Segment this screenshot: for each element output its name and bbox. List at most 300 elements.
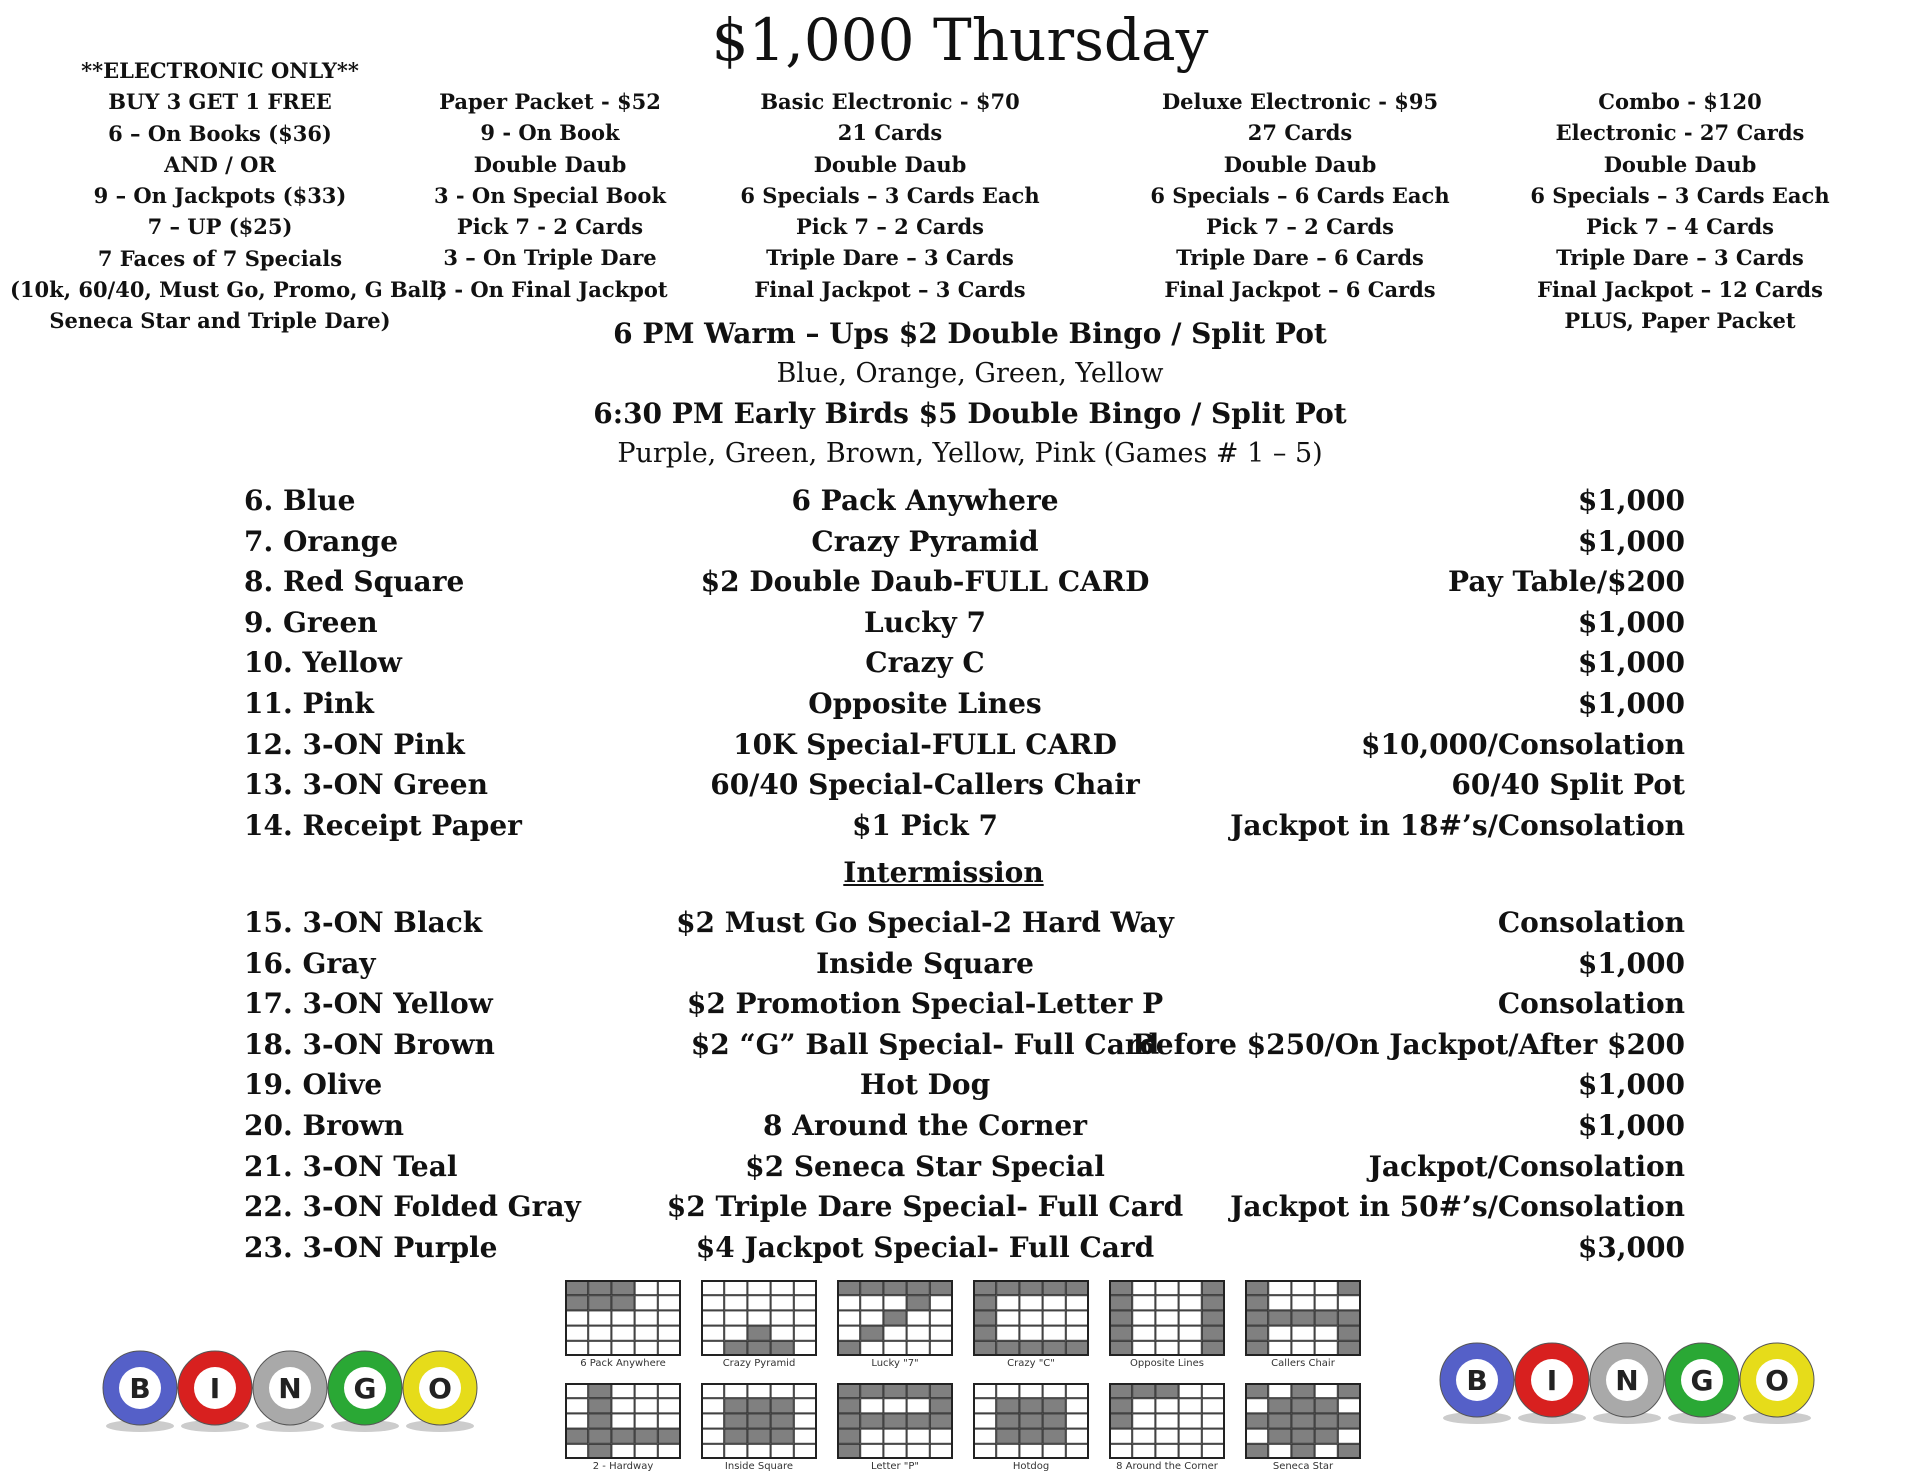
pattern-cell	[974, 1341, 996, 1355]
pattern-cell	[930, 1399, 952, 1413]
basic-electronic-package	[740, 86, 1040, 305]
pattern-card	[1245, 1280, 1361, 1369]
pattern-cell	[1133, 1341, 1155, 1355]
package-line: 7 Faces of 7 Specials	[97, 245, 343, 271]
pattern-cell	[771, 1296, 793, 1310]
pattern-cell	[1269, 1281, 1291, 1295]
pattern-cell	[974, 1399, 996, 1413]
pattern-cell	[1110, 1281, 1132, 1295]
pattern-cell	[612, 1341, 634, 1355]
pattern-cell	[702, 1429, 724, 1443]
pattern-cell	[1043, 1444, 1065, 1458]
pattern-cell	[566, 1326, 588, 1340]
game-pattern: $4 Jackpot Special- Full Card	[695, 1230, 1155, 1264]
pattern-cell	[702, 1296, 724, 1310]
pattern-cell	[702, 1281, 724, 1295]
pattern-cell	[1269, 1326, 1291, 1340]
pattern-cell	[838, 1429, 860, 1443]
bingo-logo-right	[1432, 1330, 1822, 1434]
pattern-card	[701, 1383, 817, 1472]
pattern-cell	[930, 1296, 952, 1310]
pattern-cell	[838, 1341, 860, 1355]
game-name: 18. 3-ON Brown	[244, 1027, 495, 1061]
package-line: (10k, 60/40, Must Go, Promo, G Ball,	[10, 277, 445, 303]
pattern-cell	[1133, 1311, 1155, 1325]
pattern-cell	[1110, 1326, 1132, 1340]
package-line: Pick 7 - 2 Cards	[456, 214, 644, 240]
pattern-cell	[1156, 1281, 1178, 1295]
package-line: Seneca Star and Triple Dare)	[49, 308, 391, 334]
pattern-cell	[566, 1296, 588, 1310]
pattern-cell	[1315, 1429, 1337, 1443]
pattern-cell	[1020, 1311, 1042, 1325]
package-line: **ELECTRONIC ONLY**	[81, 58, 359, 83]
pattern-cell	[1156, 1326, 1178, 1340]
game-pattern: Lucky 7	[864, 605, 986, 639]
pattern-grid	[1245, 1280, 1361, 1356]
pattern-cell	[794, 1444, 816, 1458]
pattern-cell	[702, 1414, 724, 1428]
package-line: Double Daub	[473, 151, 627, 177]
pattern-cell	[771, 1326, 793, 1340]
pattern-cell	[702, 1444, 724, 1458]
pattern-cell	[1269, 1414, 1291, 1428]
pattern-cell	[1156, 1311, 1178, 1325]
pattern-grid	[701, 1280, 817, 1356]
pattern-cell	[1110, 1429, 1132, 1443]
package-line: Double Daub	[1223, 151, 1377, 177]
pattern-cell	[794, 1281, 816, 1295]
pattern-cell	[1110, 1384, 1132, 1398]
bingo-ball-b	[1440, 1343, 1514, 1424]
pattern-cell	[1269, 1399, 1291, 1413]
pattern-grid	[565, 1383, 681, 1459]
pattern-cell	[1133, 1384, 1155, 1398]
pattern-cell	[974, 1444, 996, 1458]
game-name: 19. Olive	[244, 1068, 383, 1102]
pattern-cell	[612, 1384, 634, 1398]
pattern-grid	[973, 1280, 1089, 1356]
pattern-cell	[1202, 1429, 1224, 1443]
pattern-cell	[1202, 1296, 1224, 1310]
pattern-cell	[1110, 1414, 1132, 1428]
package-line: Basic Electronic - $70	[760, 89, 1020, 114]
pattern-cell	[771, 1444, 793, 1458]
pattern-cell	[907, 1311, 929, 1325]
pattern-cell	[884, 1429, 906, 1443]
pattern-cell	[1246, 1326, 1268, 1340]
pattern-cell	[635, 1326, 657, 1340]
pattern-cell	[635, 1414, 657, 1428]
pattern-cell	[1110, 1399, 1132, 1413]
game-pattern: $2 Must Go Special-2 Hard Way	[676, 906, 1174, 939]
pattern-cell	[1292, 1311, 1314, 1325]
pattern-cell	[1246, 1296, 1268, 1310]
pattern-cell	[635, 1311, 657, 1325]
game-prize: $1,000	[1577, 1068, 1685, 1102]
game-name: 6. Blue	[244, 484, 356, 517]
pattern-cell	[884, 1444, 906, 1458]
game-name: 11. Pink	[244, 687, 374, 720]
bingo-ball-g	[1665, 1343, 1739, 1424]
pattern-cell	[1292, 1281, 1314, 1295]
pattern-cell	[748, 1341, 770, 1355]
pattern-caption: Lucky "7"	[871, 1358, 919, 1369]
game-prize: $10,000/Consolation	[1360, 727, 1685, 761]
package-line: Final Jackpot – 3 Cards	[754, 276, 1026, 302]
pattern-cell	[838, 1326, 860, 1340]
pattern-cell	[1156, 1384, 1178, 1398]
game-row	[0, 987, 1920, 1027]
game-name: 7. Orange	[244, 524, 399, 558]
pattern-cell	[1202, 1311, 1224, 1325]
package-line: Triple Dare – 3 Cards	[1556, 245, 1804, 271]
package-line: Pick 7 – 2 Cards	[796, 214, 984, 240]
pattern-cell	[997, 1296, 1019, 1310]
package-line: 3 - On Final Jackpot	[432, 276, 668, 302]
pattern-cell	[748, 1414, 770, 1428]
game-pattern: $2 Triple Dare Special- Full Card	[666, 1190, 1184, 1224]
pattern-card	[565, 1383, 681, 1472]
pattern-cell	[794, 1399, 816, 1413]
game-prize: $1,000	[1577, 687, 1685, 720]
pattern-cell	[612, 1399, 634, 1413]
pattern-cell	[748, 1311, 770, 1325]
package-line: Paper Packet - $52	[439, 89, 661, 114]
pattern-cell	[1338, 1399, 1360, 1413]
pattern-cell	[1338, 1341, 1360, 1355]
pattern-cell	[861, 1311, 883, 1325]
pattern-cell	[1156, 1399, 1178, 1413]
pattern-caption: Letter "P"	[870, 1461, 920, 1472]
pattern-cell	[1246, 1341, 1268, 1355]
early-birds-colors: Purple, Green, Brown, Yellow, Pink (Games # 1 – 5)	[617, 438, 1323, 469]
pattern-cell	[1292, 1296, 1314, 1310]
pattern-cell	[1043, 1414, 1065, 1428]
pattern-cell	[1269, 1384, 1291, 1398]
pattern-cell	[1179, 1414, 1201, 1428]
pattern-cell	[658, 1326, 680, 1340]
game-pattern: 8 Around the Corner	[763, 1109, 1087, 1142]
early-birds-line	[500, 397, 1440, 430]
early-birds-heading: 6:30 PM Early Birds $5 Double Bingo / Split Pot	[593, 397, 1347, 430]
pattern-cell	[997, 1281, 1019, 1295]
pattern-cell	[1066, 1444, 1088, 1458]
game-row	[0, 1231, 1920, 1271]
pattern-grid	[1109, 1280, 1225, 1356]
game-name: 10. Yellow	[244, 646, 402, 680]
game-name: 20. Brown	[244, 1109, 405, 1142]
pattern-cell	[1133, 1281, 1155, 1295]
pattern-cell	[635, 1444, 657, 1458]
pattern-cell	[974, 1296, 996, 1310]
pattern-caption: Crazy Pyramid	[722, 1358, 796, 1369]
pattern-cards-grid	[565, 1280, 1365, 1480]
pattern-cell	[1110, 1296, 1132, 1310]
pattern-cell	[589, 1399, 611, 1413]
pattern-cell	[794, 1311, 816, 1325]
pattern-cell	[794, 1341, 816, 1355]
pattern-cell	[725, 1429, 747, 1443]
game-row	[0, 1068, 1920, 1108]
game-pattern: Opposite Lines	[808, 687, 1042, 720]
pattern-cell	[1292, 1429, 1314, 1443]
pattern-cell	[589, 1281, 611, 1295]
pattern-cell	[838, 1296, 860, 1310]
pattern-cell	[1066, 1341, 1088, 1355]
pattern-cell	[1156, 1414, 1178, 1428]
pattern-cell	[771, 1341, 793, 1355]
pattern-cell	[589, 1414, 611, 1428]
package-line: Triple Dare – 6 Cards	[1176, 245, 1424, 271]
pattern-cell	[1043, 1399, 1065, 1413]
pattern-cell	[1179, 1429, 1201, 1443]
package-line: 6 – On Books ($36)	[108, 120, 332, 146]
game-prize: Jackpot in 18#’s/Consolation	[1230, 808, 1685, 842]
pattern-cell	[748, 1444, 770, 1458]
pattern-cell	[1246, 1281, 1268, 1295]
bingo-ball-letter: B	[129, 1372, 151, 1405]
game-prize: Jackpot in 50#’s/Consolation	[1230, 1190, 1685, 1224]
pattern-caption: Crazy "C"	[1007, 1358, 1055, 1369]
pattern-cell	[838, 1384, 860, 1398]
bingo-ball-o	[403, 1351, 477, 1432]
pattern-cell	[861, 1384, 883, 1398]
pattern-cell	[907, 1281, 929, 1295]
pattern-cell	[635, 1429, 657, 1443]
bingo-ball-letter: N	[1615, 1364, 1639, 1397]
package-line: Final Jackpot – 12 Cards	[1537, 276, 1823, 302]
pattern-caption: Callers Chair	[1271, 1358, 1335, 1369]
package-line: PLUS, Paper Packet	[1564, 308, 1796, 334]
pattern-cell	[566, 1414, 588, 1428]
pattern-cell	[566, 1444, 588, 1458]
pattern-cell	[635, 1281, 657, 1295]
pattern-cell	[1246, 1399, 1268, 1413]
pattern-cell	[997, 1311, 1019, 1325]
package-line: Pick 7 – 2 Cards	[1206, 214, 1394, 240]
bingo-ball-letter: I	[209, 1372, 221, 1405]
pattern-cell	[1066, 1296, 1088, 1310]
pattern-cell	[930, 1414, 952, 1428]
pattern-cell	[771, 1399, 793, 1413]
game-row	[0, 646, 1920, 686]
pattern-cell	[1066, 1399, 1088, 1413]
package-line: 21 Cards	[837, 120, 943, 146]
pattern-cell	[997, 1414, 1019, 1428]
pattern-cell	[702, 1399, 724, 1413]
pattern-cell	[861, 1399, 883, 1413]
pattern-cell	[1066, 1414, 1088, 1428]
game-name: 15. 3-ON Black	[244, 906, 483, 939]
pattern-cell	[930, 1384, 952, 1398]
game-name: 21. 3-ON Teal	[244, 1149, 458, 1183]
game-row	[0, 906, 1920, 946]
pattern-cell	[771, 1384, 793, 1398]
pattern-cell	[1202, 1414, 1224, 1428]
pattern-cell	[930, 1326, 952, 1340]
pattern-caption: 6 Pack Anywhere	[580, 1358, 666, 1369]
pattern-cell	[794, 1429, 816, 1443]
bingo-ball-o	[1740, 1343, 1814, 1424]
bingo-ball-letter: N	[278, 1372, 302, 1405]
game-pattern: Hot Dog	[859, 1068, 991, 1102]
game-prize: $1,000	[1577, 946, 1685, 980]
pattern-cell	[907, 1341, 929, 1355]
game-pattern: 60/40 Special-Callers Chair	[710, 768, 1140, 802]
package-line: 27 Cards	[1247, 120, 1353, 146]
pattern-cell	[635, 1296, 657, 1310]
pattern-cell	[1156, 1444, 1178, 1458]
pattern-grid	[837, 1383, 953, 1459]
pattern-cell	[1338, 1326, 1360, 1340]
pattern-cell	[1066, 1326, 1088, 1340]
pattern-cell	[907, 1444, 929, 1458]
bingo-ball-letter: I	[1546, 1364, 1558, 1397]
pattern-cell	[566, 1429, 588, 1443]
game-name: 16. Gray	[244, 946, 376, 980]
pattern-card	[837, 1280, 953, 1369]
pattern-card	[837, 1383, 953, 1472]
pattern-cell	[1020, 1429, 1042, 1443]
pattern-cell	[702, 1341, 724, 1355]
game-name: 9. Green	[244, 605, 378, 639]
pattern-cell	[589, 1326, 611, 1340]
pattern-cell	[1043, 1429, 1065, 1443]
pattern-cell	[1179, 1399, 1201, 1413]
pattern-cell	[1110, 1444, 1132, 1458]
pattern-cell	[884, 1414, 906, 1428]
pattern-cell	[1043, 1326, 1065, 1340]
pattern-cell	[1315, 1341, 1337, 1355]
pattern-cell	[1338, 1429, 1360, 1443]
game-row	[0, 484, 1920, 524]
deluxe-electronic-package	[1150, 86, 1450, 305]
game-prize: Pay Table/$200	[1448, 565, 1685, 599]
pattern-cell	[566, 1399, 588, 1413]
package-line: Double Daub	[813, 151, 967, 177]
pattern-cell	[794, 1414, 816, 1428]
bingo-ball-g	[328, 1351, 402, 1432]
pattern-cell	[1133, 1414, 1155, 1428]
pattern-cell	[1269, 1341, 1291, 1355]
package-line: Deluxe Electronic - $95	[1161, 89, 1439, 114]
pattern-cell	[725, 1399, 747, 1413]
pattern-cell	[794, 1326, 816, 1340]
pattern-cell	[1179, 1341, 1201, 1355]
game-name: 12. 3-ON Pink	[244, 727, 465, 761]
pattern-cell	[771, 1311, 793, 1325]
pattern-cell	[612, 1326, 634, 1340]
pattern-cell	[589, 1311, 611, 1325]
pattern-cell	[1338, 1296, 1360, 1310]
game-prize: $1,000	[1577, 1109, 1685, 1142]
pattern-cell	[1156, 1429, 1178, 1443]
pattern-cell	[725, 1384, 747, 1398]
pattern-cell	[930, 1444, 952, 1458]
pattern-cell	[771, 1281, 793, 1295]
pattern-cell	[907, 1399, 929, 1413]
pattern-cell	[748, 1296, 770, 1310]
pattern-cell	[884, 1311, 906, 1325]
warmups-heading: 6 PM Warm – Ups $2 Double Bingo / Split Pot	[613, 317, 1327, 350]
pattern-cell	[702, 1326, 724, 1340]
pattern-cell	[997, 1341, 1019, 1355]
package-line: 6 Specials – 3 Cards Each	[1530, 182, 1830, 208]
early-birds-colors-line	[500, 438, 1440, 469]
game-pattern: $2 “G” Ball Special- Full Card	[690, 1027, 1160, 1061]
pattern-cell	[612, 1296, 634, 1310]
pattern-cell	[997, 1429, 1019, 1443]
pattern-grid	[837, 1280, 953, 1356]
package-line: Double Daub	[1603, 151, 1757, 177]
pattern-cell	[725, 1281, 747, 1295]
pattern-cell	[748, 1326, 770, 1340]
combo-package	[1530, 86, 1830, 336]
pattern-cell	[1179, 1326, 1201, 1340]
pattern-cell	[566, 1311, 588, 1325]
game-name: 8. Red Square	[244, 565, 465, 599]
game-row	[0, 1150, 1920, 1190]
pattern-cell	[974, 1414, 996, 1428]
game-row	[0, 1109, 1920, 1149]
pattern-cell	[1066, 1384, 1088, 1398]
package-line: 6 Specials – 6 Cards Each	[1150, 182, 1450, 208]
pattern-cell	[589, 1296, 611, 1310]
pattern-cell	[658, 1296, 680, 1310]
pattern-cell	[566, 1281, 588, 1295]
package-line: 3 - On Special Book	[433, 182, 666, 208]
pattern-cell	[838, 1281, 860, 1295]
pattern-cell	[1246, 1311, 1268, 1325]
pattern-cell	[884, 1296, 906, 1310]
pattern-cell	[1043, 1281, 1065, 1295]
pattern-cell	[658, 1444, 680, 1458]
pattern-cell	[1292, 1341, 1314, 1355]
pattern-cell	[1179, 1444, 1201, 1458]
pattern-cell	[589, 1384, 611, 1398]
pattern-card	[1109, 1280, 1225, 1369]
pattern-cell	[566, 1341, 588, 1355]
pattern-cell	[658, 1311, 680, 1325]
game-row	[0, 1190, 1920, 1230]
pattern-cell	[748, 1429, 770, 1443]
pattern-cell	[997, 1326, 1019, 1340]
pattern-cell	[907, 1296, 929, 1310]
pattern-cell	[930, 1281, 952, 1295]
bingo-ball-i	[178, 1351, 252, 1432]
game-pattern: $2 Double Daub-FULL CARD	[700, 565, 1150, 599]
pattern-cell	[1133, 1444, 1155, 1458]
pattern-cell	[1269, 1296, 1291, 1310]
pattern-cell	[748, 1384, 770, 1398]
pattern-cell	[907, 1326, 929, 1340]
game-row	[0, 687, 1920, 727]
pattern-cell	[1066, 1429, 1088, 1443]
warmups-colors-line	[500, 358, 1440, 389]
pattern-cell	[1202, 1326, 1224, 1340]
pattern-cell	[725, 1326, 747, 1340]
pattern-cell	[861, 1341, 883, 1355]
pattern-cell	[1179, 1384, 1201, 1398]
pattern-cell	[612, 1311, 634, 1325]
game-prize: $1,000	[1577, 646, 1685, 680]
pattern-cell	[861, 1414, 883, 1428]
game-prize: Jackpot/Consolation	[1368, 1149, 1685, 1183]
pattern-card	[973, 1280, 1089, 1369]
pattern-cell	[794, 1384, 816, 1398]
package-line: Combo - $120	[1598, 89, 1762, 114]
